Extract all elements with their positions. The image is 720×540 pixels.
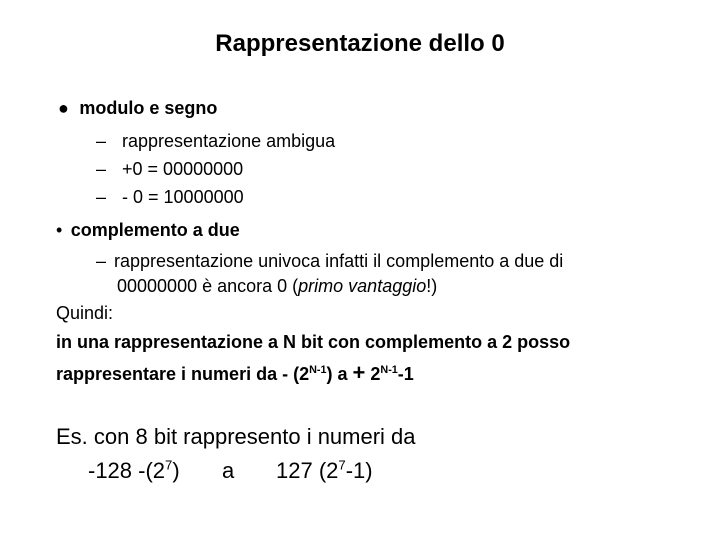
statement-part-a: rappresentare i numeri da - (2 [56,364,310,384]
example-high-a: 127 (2 [276,458,339,483]
subitem-2-1-line1 [96,251,563,272]
example-high-sup: 7 [338,457,346,473]
subitem-text-italic: primo vantaggio [298,276,427,296]
subitem-text-b: !) [426,276,438,296]
subitem-1 [96,131,335,152]
example-low [88,458,180,484]
subitem-text: - 0 = 10000000 [122,187,244,207]
page-title: Rappresentazione dello 0 [215,30,505,57]
statement-part-d: -1 [397,364,414,384]
statement-part-c: 2 [365,364,381,384]
bullet-dot-icon: • [56,220,63,240]
dash-icon: – [96,131,107,151]
bullet-1 [58,98,217,119]
example-connector: a [222,458,235,483]
subitem-text: rappresentazione univoca infatti il complemento a due di [114,251,564,271]
subitem-text: +0 = 00000000 [122,159,244,179]
example-high-b: -1) [345,458,373,483]
example-low-a: -128 -(2 [88,458,166,483]
bullet-1-label: modulo e segno [79,98,218,118]
statement-sup1: N-1 [309,364,327,376]
bullet-2-label: complemento a due [70,220,240,240]
example-high [276,458,373,484]
subitem-text-a: 00000000 è ancora 0 ( [117,276,299,296]
statement-part-b: ) a [326,364,353,384]
dash-icon: – [96,159,107,179]
quindi-label: Quindi: [56,303,114,323]
dash-icon: – [96,187,107,207]
subitem-2 [96,159,243,180]
plus-sign: + [352,360,366,385]
statement-sup2: N-1 [380,364,398,376]
example-low-b: ) [172,458,180,483]
dash-icon: – [96,251,107,271]
bullet-dot-icon: ● [58,98,69,118]
example-low-sup: 7 [165,457,173,473]
example-line1: Es. con 8 bit rappresento i numeri da [56,424,416,449]
statement-line1: in una rappresentazione a N bit con complemento a 2 posso [56,332,571,352]
subitem-text: rappresentazione ambigua [122,131,336,151]
subitem-3 [96,187,244,208]
statement-line2 [56,360,414,386]
subitem-2-1-line2 [117,276,437,297]
bullet-2 [56,220,240,241]
